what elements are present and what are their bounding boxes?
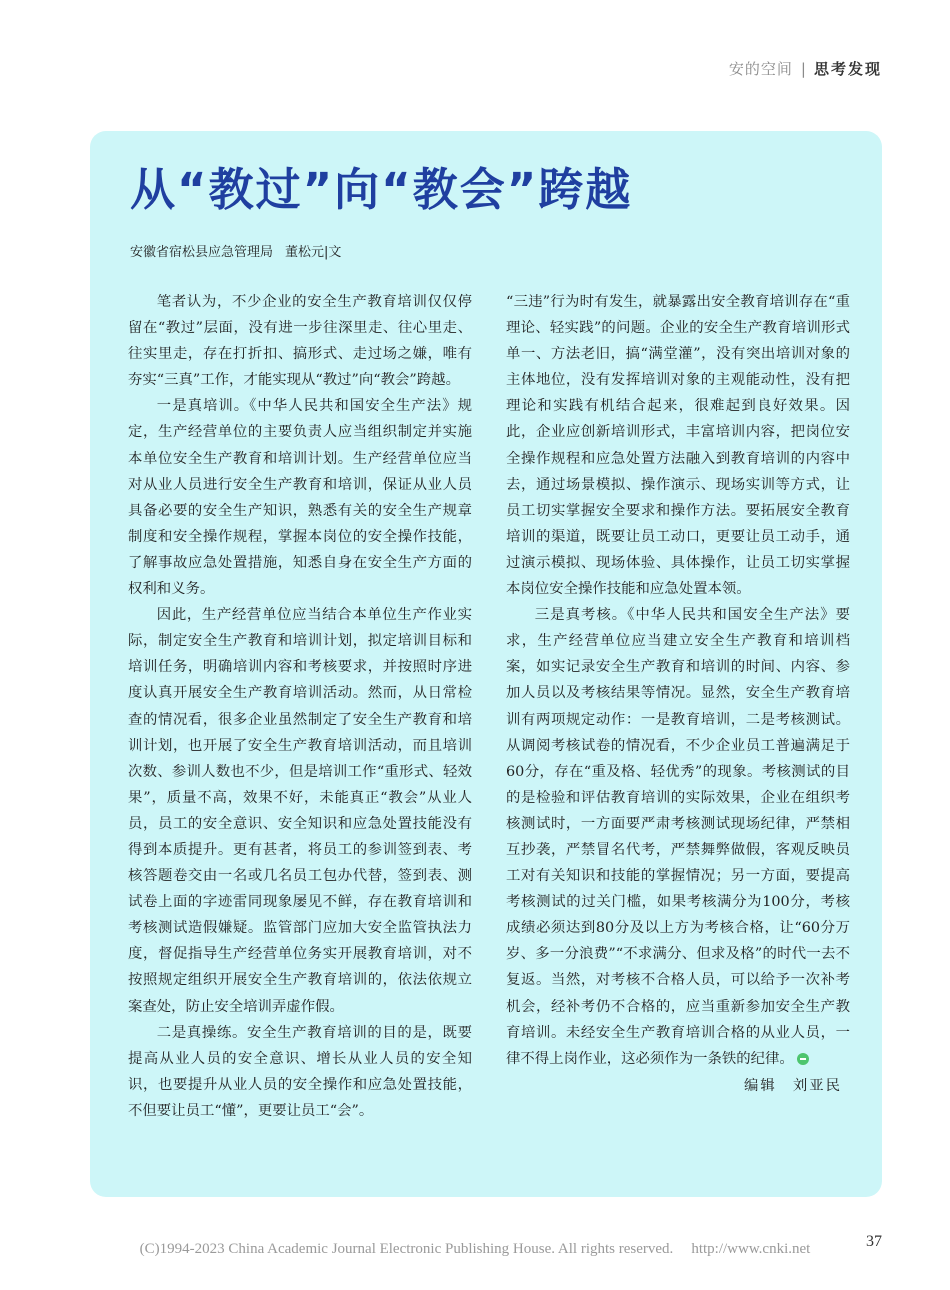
paragraph: “三违”行为时有发生，就暴露出安全教育培训存在“重理论、轻实践”的问题。企业的安全生产教育培训形式单一、方法老旧，搞“满堂灌”，没有突出培训对象的主体地位，没有发挥培训对象的主观能动性，没有把理论和实践有机结合起来，很难起到良好效果。因此，企业应创新培训形式，丰富培训内容，把岗位安全操作规程和应急处置方法融入到教育培训的内容中去，通过场景模拟、操作演示、现场实训等方式，让员工切实掌握安全要求和操作方法。要拓展安全教育培训的渠道，既要让员工动口，更要让员工动手，通过演示模拟、现场体验、具体操作，让员工切实掌握本岗位安全操作技能和应急处置本领。 (506, 294, 850, 598)
end-mark-icon (797, 1053, 809, 1065)
paragraph: 因此，生产经营单位应当结合本单位生产作业实际，制定安全生产教育和培训计划，拟定培训目标和培训任务，明确培训内容和考核要求，并按照时序进度认真开展安全生产教育培训活动。然而，从日常检查的情况看，很多企业虽然制定了安全生产教育和培训计划，也开展了安全生产教育培训活动，而且培训次数、参训人数也不少，但是培训工作“重形式、轻效果”，质量不高，效果不好，未能真正“教会”从业人员，员工的安全意识、安全知识和应急处置技能没有得到本质提升。更有甚者，将员工的参训签到表、考核答题卷交由一名或几名员工包办代替，签到表、测试卷上面的字迹雷同现象屡见不鲜，存在教育培训和考核测试造假嫌疑。监管部门应加大安全监管执法力度，督促指导生产经营单位务实开展教育培训，对不按照规定组织开展安全生产教育培训的，依法依规立案查处，防止安全培训弄虚作假。 (128, 607, 472, 1015)
author-name: 董松元|文 (285, 245, 342, 260)
paragraph: 一是真培训。《中华人民共和国安全生产法》规定，生产经营单位的主要负责人应当组织制定并实施本单位安全生产教育和培训计划。生产经营单位应当对从业人员进行安全生产教育和培训，保证从业人员具备必要的安全生产知识，熟悉有关的安全生产规章制度和安全操作规程，掌握本岗位的安全操作技能，了解事故应急处置措施，知悉自身在安全生产方面的权利和义务。 (128, 398, 472, 598)
text-column-left (128, 289, 472, 1124)
header-separator: | (800, 59, 806, 78)
copyright-text: (C)1994-2023 China Academic Journal Electronic Publishing House. All rights reserved. (139, 1241, 674, 1257)
article-title: 从“教过”向“教会”跨越 (130, 163, 633, 216)
byline (130, 241, 341, 260)
running-header (729, 58, 882, 79)
editor-label: 编辑 (744, 1077, 777, 1094)
section-name: 安的空间 (728, 60, 793, 78)
page-number: 37 (866, 1233, 882, 1250)
copyright-footer (0, 1241, 950, 1258)
paragraph (506, 602, 850, 1072)
footer-url: http://www.cnki.net (691, 1241, 811, 1257)
column-name: 思考发现 (813, 60, 882, 78)
paragraph: 笔者认为，不少企业的安全生产教育培训仅仅停留在“教过”层面，没有进一步往深里走、往心里走、往实里走，存在打折扣、搞形式、走过场之嫌，唯有夯实“三真”工作，才能实现从“教过”向“教会”跨越。 (128, 294, 472, 389)
author-organization: 安徽省宿松县应急管理局 (130, 245, 274, 260)
editor-credit (506, 1073, 850, 1099)
paragraph: 二是真操练。安全生产教育培训的目的是，既要提高从业人员的安全意识、增长从业人员的安全知识，也要提升从业人员的安全操作和应急处置技能，不但要让员工“懂”，更要让员工“会”。 (128, 1024, 472, 1119)
paragraph-text: 三是真考核。《中华人民共和国安全生产法》要求，生产经营单位应当建立安全生产教育和培训档案，如实记录安全生产教育和培训的时间、内容、参加人员以及考核结果等情况。显然，安全生产教育培训有两项规定动作：一是教育培训，二是考核测试。从调阅考核试卷的情况看，不少企业员工普遍满足于60分，存在“重及格、轻优秀”的现象。考核测试的目的是检验和评估教育培训的实际效果，企业在组织考核测试时，一方面要严肃考核测试现场纪律，严禁相互抄袭，严禁冒名代考，严禁舞弊做假，客观反映员工对有关知识和技能的掌握情况；另一方面，要提高考核测试的过关门槛，如果考核满分为100分，考核成绩必须达到80分及以上方为考核合格，让“60分万岁、多一分浪费”“不求满分、但求及格”的时代一去不复返。当然，对考核不合格人员，可以给予一次补考机会，经补考仍不合格的，应当重新参加安全生产教育培训。未经安全生产教育培训合格的从业人员，一律不得上岗作业，这必须作为一条铁的纪律。 (506, 607, 850, 1067)
text-column-right (506, 289, 850, 1099)
editor-name: 刘亚民 (792, 1077, 842, 1094)
